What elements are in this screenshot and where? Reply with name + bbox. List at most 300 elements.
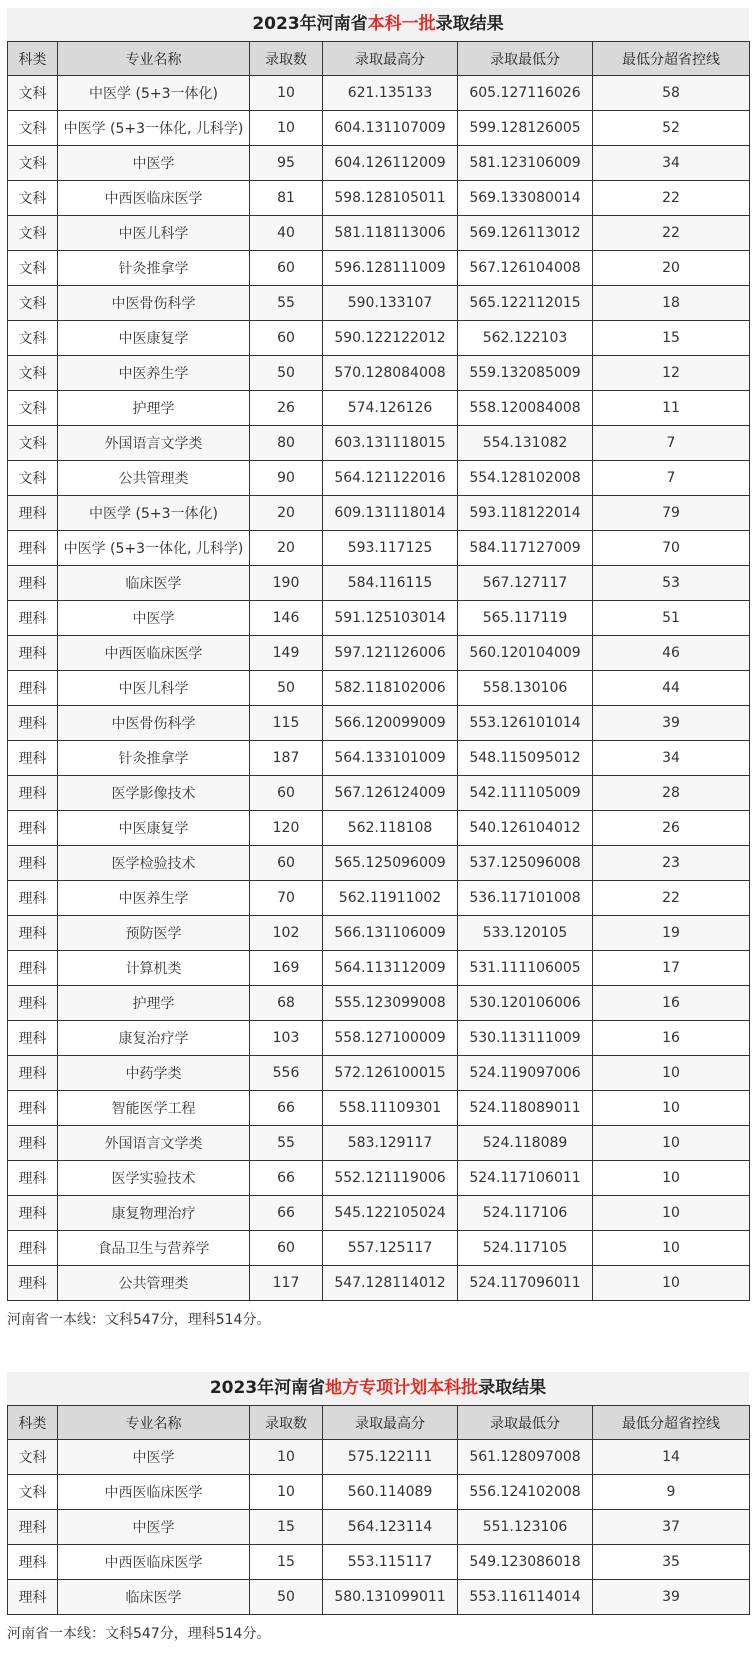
table-cell: 文科 — [8, 216, 58, 251]
table-cell: 50 — [250, 356, 323, 391]
table-cell: 理科 — [8, 496, 58, 531]
table-cell: 26 — [250, 391, 323, 426]
table-cell: 102 — [250, 916, 323, 951]
table-cell: 理科 — [8, 1545, 58, 1580]
table-cell: 572.126100015 — [323, 1056, 458, 1091]
table-cell: 554.128102008 — [458, 461, 593, 496]
table-row — [8, 986, 750, 1021]
table-cell: 524.118089 — [458, 1126, 593, 1161]
column-header: 录取最高分 — [323, 42, 458, 76]
table-cell: 14 — [593, 1440, 750, 1475]
table-cell: 20 — [593, 251, 750, 286]
table-cell: 39 — [593, 1580, 750, 1615]
column-header: 专业名称 — [58, 1406, 250, 1440]
table-row — [8, 251, 750, 286]
table-cell: 理科 — [8, 1266, 58, 1301]
table-cell: 531.111106005 — [458, 951, 593, 986]
table-cell: 7 — [593, 426, 750, 461]
table-cell: 60 — [250, 1231, 323, 1266]
table-cell: 50 — [250, 1580, 323, 1615]
table-row — [8, 531, 750, 566]
table-cell: 中医学 — [58, 1510, 250, 1545]
table-cell: 临床医学 — [58, 1580, 250, 1615]
table-cell: 554.131082 — [458, 426, 593, 461]
table-cell: 169 — [250, 951, 323, 986]
table-cell: 536.117101008 — [458, 881, 593, 916]
table-cell: 外国语言文学类 — [58, 426, 250, 461]
table-cell: 621.135133 — [323, 76, 458, 111]
table-cell: 中医儿科学 — [58, 671, 250, 706]
table-cell: 理科 — [8, 916, 58, 951]
table-cell: 中医养生学 — [58, 356, 250, 391]
table-row — [8, 216, 750, 251]
table-cell: 187 — [250, 741, 323, 776]
table-row — [8, 461, 750, 496]
table-cell: 34 — [593, 146, 750, 181]
table-cell: 10 — [250, 1475, 323, 1510]
table-cell: 60 — [250, 846, 323, 881]
header-row — [8, 1406, 750, 1440]
table-cell: 文科 — [8, 251, 58, 286]
table-cell: 574.126126 — [323, 391, 458, 426]
table-cell: 590.133107 — [323, 286, 458, 321]
table-cell: 文科 — [8, 356, 58, 391]
table-cell: 理科 — [8, 986, 58, 1021]
table-cell: 中医儿科学 — [58, 216, 250, 251]
table-row — [8, 146, 750, 181]
table-cell: 553.126101014 — [458, 706, 593, 741]
table-cell: 564.123114 — [323, 1510, 458, 1545]
table-cell: 66 — [250, 1091, 323, 1126]
table-cell: 558.11109301 — [323, 1091, 458, 1126]
table-cell: 566.120099009 — [323, 706, 458, 741]
table-cell: 17 — [593, 951, 750, 986]
table-cell: 理科 — [8, 811, 58, 846]
table-row — [8, 1091, 750, 1126]
table-cell: 558.120084008 — [458, 391, 593, 426]
table-cell: 11 — [593, 391, 750, 426]
table-cell: 66 — [250, 1196, 323, 1231]
table-cell: 581.118113006 — [323, 216, 458, 251]
table-row — [8, 1475, 750, 1510]
table-cell: 理科 — [8, 671, 58, 706]
table-cell: 542.111105009 — [458, 776, 593, 811]
table-row — [8, 321, 750, 356]
table-row — [8, 1056, 750, 1091]
table-cell: 理科 — [8, 881, 58, 916]
table-cell: 护理学 — [58, 391, 250, 426]
table-cell: 文科 — [8, 426, 58, 461]
table-cell: 524.117096011 — [458, 1266, 593, 1301]
table-row — [8, 1231, 750, 1266]
table-cell: 575.122111 — [323, 1440, 458, 1475]
table-cell: 10 — [593, 1161, 750, 1196]
table-cell: 547.128114012 — [323, 1266, 458, 1301]
table-cell: 524.117106011 — [458, 1161, 593, 1196]
table-cell: 60 — [250, 251, 323, 286]
table-row — [8, 1021, 750, 1056]
column-header: 最低分超省控线 — [593, 1406, 750, 1440]
table-cell: 中医骨伤科学 — [58, 286, 250, 321]
table-cell: 预防医学 — [58, 916, 250, 951]
column-header: 科类 — [8, 42, 58, 76]
table-cell: 566.131106009 — [323, 916, 458, 951]
table-row — [8, 566, 750, 601]
table-cell: 603.131118015 — [323, 426, 458, 461]
table-cell: 22 — [593, 216, 750, 251]
table-cell: 理科 — [8, 951, 58, 986]
table-cell: 593.118122014 — [458, 496, 593, 531]
table-row — [8, 846, 750, 881]
table-cell: 584.116115 — [323, 566, 458, 601]
table-cell: 针灸推拿学 — [58, 251, 250, 286]
table-cell: 医学实验技术 — [58, 1161, 250, 1196]
table-cell: 582.118102006 — [323, 671, 458, 706]
table-cell: 190 — [250, 566, 323, 601]
table-cell: 计算机类 — [58, 951, 250, 986]
table-cell: 583.129117 — [323, 1126, 458, 1161]
table-cell: 22 — [593, 181, 750, 216]
table-cell: 19 — [593, 916, 750, 951]
table-cell: 理科 — [8, 1056, 58, 1091]
table-cell: 理科 — [8, 741, 58, 776]
table-cell: 20 — [250, 531, 323, 566]
table-cell: 智能医学工程 — [58, 1091, 250, 1126]
table-row — [8, 391, 750, 426]
column-header: 录取最低分 — [458, 1406, 593, 1440]
table-cell: 556 — [250, 1056, 323, 1091]
table-cell: 临床医学 — [58, 566, 250, 601]
column-header: 录取最高分 — [323, 1406, 458, 1440]
table-cell: 524.117106 — [458, 1196, 593, 1231]
table-cell: 68 — [250, 986, 323, 1021]
table-cell: 558.130106 — [458, 671, 593, 706]
table-cell: 557.125117 — [323, 1231, 458, 1266]
table-row — [8, 1161, 750, 1196]
table-cell: 理科 — [8, 1126, 58, 1161]
table-cell: 护理学 — [58, 986, 250, 1021]
table-cell: 10 — [593, 1196, 750, 1231]
table-cell: 康复治疗学 — [58, 1021, 250, 1056]
table-cell: 10 — [250, 1440, 323, 1475]
table-cell: 70 — [593, 531, 750, 566]
table-cell: 562.11911002 — [323, 881, 458, 916]
column-header: 最低分超省控线 — [593, 42, 750, 76]
table-cell: 26 — [593, 811, 750, 846]
title-prefix: 2023年河南省 — [209, 1378, 326, 1398]
table-row — [8, 1545, 750, 1580]
table-cell: 540.126104012 — [458, 811, 593, 846]
table-cell: 16 — [593, 1021, 750, 1056]
table-cell: 15 — [250, 1545, 323, 1580]
cutoff-note: 河南省一本线：文科547分，理科514分。 — [7, 1626, 271, 1642]
title-suffix: 录取结果 — [435, 14, 504, 34]
table-row — [8, 111, 750, 146]
table-row — [8, 286, 750, 321]
column-header: 专业名称 — [58, 42, 250, 76]
table-cell: 7 — [593, 461, 750, 496]
table-cell: 10 — [593, 1126, 750, 1161]
table-cell: 中西医临床医学 — [58, 181, 250, 216]
table-cell: 10 — [250, 76, 323, 111]
table-cell: 中医骨伤科学 — [58, 706, 250, 741]
table-cell: 文科 — [8, 461, 58, 496]
column-header: 科类 — [8, 1406, 58, 1440]
table-cell: 理科 — [8, 1580, 58, 1615]
table-cell: 中医学 (5+3一体化, 儿科学) — [58, 531, 250, 566]
table-row — [8, 601, 750, 636]
table-cell: 理科 — [8, 566, 58, 601]
table-cell: 551.123106 — [458, 1510, 593, 1545]
header-row — [8, 42, 750, 76]
table-row — [8, 881, 750, 916]
title-highlight: 本科一批 — [367, 14, 436, 34]
table-cell: 565.125096009 — [323, 846, 458, 881]
table-cell: 16 — [593, 986, 750, 1021]
table-row — [8, 741, 750, 776]
table-cell: 10 — [593, 1056, 750, 1091]
table-cell: 537.125096008 — [458, 846, 593, 881]
column-header: 录取数 — [250, 42, 323, 76]
table-cell: 80 — [250, 426, 323, 461]
table-row — [8, 916, 750, 951]
table-cell: 37 — [593, 1510, 750, 1545]
table-cell: 中西医临床医学 — [58, 636, 250, 671]
table-cell: 120 — [250, 811, 323, 846]
table-cell: 中医学 (5+3一体化) — [58, 76, 250, 111]
table-cell: 115 — [250, 706, 323, 741]
table-cell: 20 — [250, 496, 323, 531]
table-row — [8, 496, 750, 531]
table-cell: 565.117119 — [458, 601, 593, 636]
table-cell: 565.122112015 — [458, 286, 593, 321]
table-cell: 79 — [593, 496, 750, 531]
table-cell: 604.131107009 — [323, 111, 458, 146]
table-cell: 567.127117 — [458, 566, 593, 601]
table-cell: 564.121122016 — [323, 461, 458, 496]
table-cell: 公共管理类 — [58, 1266, 250, 1301]
table-cell: 理科 — [8, 1161, 58, 1196]
table-cell: 590.122122012 — [323, 321, 458, 356]
table-cell: 文科 — [8, 1440, 58, 1475]
table-cell: 60 — [250, 321, 323, 356]
table-cell: 理科 — [8, 1196, 58, 1231]
table-cell: 593.117125 — [323, 531, 458, 566]
table-row — [8, 671, 750, 706]
table-cell: 60 — [250, 776, 323, 811]
table-cell: 10 — [593, 1266, 750, 1301]
section-undergrad-first-batch — [7, 8, 749, 1333]
table-cell: 理科 — [8, 1510, 58, 1545]
table-cell: 文科 — [8, 391, 58, 426]
table-cell: 10 — [593, 1231, 750, 1266]
table-row — [8, 1196, 750, 1231]
table-cell: 28 — [593, 776, 750, 811]
table-cell: 55 — [250, 286, 323, 321]
table-cell: 中医养生学 — [58, 881, 250, 916]
table-cell: 中医康复学 — [58, 811, 250, 846]
table-cell: 食品卫生与营养学 — [58, 1231, 250, 1266]
cutoff-note: 河南省一本线：文科547分，理科514分。 — [7, 1312, 271, 1328]
table-cell: 44 — [593, 671, 750, 706]
table-cell: 公共管理类 — [58, 461, 250, 496]
table-cell: 556.124102008 — [458, 1475, 593, 1510]
column-header: 录取数 — [250, 1406, 323, 1440]
table-cell: 596.128111009 — [323, 251, 458, 286]
table-cell: 555.123099008 — [323, 986, 458, 1021]
table-row — [8, 356, 750, 391]
table-cell: 548.115095012 — [458, 741, 593, 776]
table-row — [8, 636, 750, 671]
table-cell: 医学检验技术 — [58, 846, 250, 881]
table-cell: 530.113111009 — [458, 1021, 593, 1056]
table-cell: 23 — [593, 846, 750, 881]
table-cell: 552.121119006 — [323, 1161, 458, 1196]
table-cell: 66 — [250, 1161, 323, 1196]
table-row — [8, 1266, 750, 1301]
table-cell: 文科 — [8, 1475, 58, 1510]
table-cell: 22 — [593, 881, 750, 916]
table-row — [8, 1126, 750, 1161]
table-cell: 95 — [250, 146, 323, 181]
table-cell: 文科 — [8, 321, 58, 356]
table-cell: 文科 — [8, 146, 58, 181]
table-cell: 文科 — [8, 286, 58, 321]
table-cell: 18 — [593, 286, 750, 321]
table-cell: 553.115117 — [323, 1545, 458, 1580]
table-cell: 605.127116026 — [458, 76, 593, 111]
table-cell: 外国语言文学类 — [58, 1126, 250, 1161]
table-cell: 599.128126005 — [458, 111, 593, 146]
table-row — [8, 76, 750, 111]
table-cell: 553.116114014 — [458, 1580, 593, 1615]
table-cell: 570.128084008 — [323, 356, 458, 391]
table-cell: 524.118089011 — [458, 1091, 593, 1126]
table-cell: 中医学 — [58, 146, 250, 181]
table-cell: 理科 — [8, 776, 58, 811]
table-cell: 558.127100009 — [323, 1021, 458, 1056]
table-cell: 50 — [250, 671, 323, 706]
table-cell: 理科 — [8, 846, 58, 881]
table-cell: 591.125103014 — [323, 601, 458, 636]
table-row — [8, 1510, 750, 1545]
table-cell: 569.133080014 — [458, 181, 593, 216]
table-cell: 40 — [250, 216, 323, 251]
table-cell: 90 — [250, 461, 323, 496]
table-cell: 39 — [593, 706, 750, 741]
table-cell: 149 — [250, 636, 323, 671]
table-cell: 10 — [250, 111, 323, 146]
table-cell: 530.120106006 — [458, 986, 593, 1021]
table-cell: 中西医临床医学 — [58, 1475, 250, 1510]
table-cell: 9 — [593, 1475, 750, 1510]
table-cell: 567.126124009 — [323, 776, 458, 811]
table-cell: 117 — [250, 1266, 323, 1301]
column-header: 录取最低分 — [458, 42, 593, 76]
table-cell: 562.118108 — [323, 811, 458, 846]
table-cell: 46 — [593, 636, 750, 671]
table-cell: 35 — [593, 1545, 750, 1580]
table-cell: 70 — [250, 881, 323, 916]
table-row — [8, 1440, 750, 1475]
table-row — [8, 181, 750, 216]
table-cell: 中医学 (5+3一体化) — [58, 496, 250, 531]
table-cell: 中医康复学 — [58, 321, 250, 356]
table-cell: 560.114089 — [323, 1475, 458, 1510]
table-cell: 569.126113012 — [458, 216, 593, 251]
table-cell: 文科 — [8, 76, 58, 111]
table-cell: 559.132085009 — [458, 356, 593, 391]
table-cell: 564.113112009 — [323, 951, 458, 986]
table-row — [8, 426, 750, 461]
table-cell: 中医学 — [58, 601, 250, 636]
table-cell: 597.121126006 — [323, 636, 458, 671]
table-cell: 理科 — [8, 531, 58, 566]
table-row — [8, 706, 750, 741]
table-cell: 15 — [250, 1510, 323, 1545]
title-suffix: 录取结果 — [478, 1378, 547, 1398]
table-cell: 533.120105 — [458, 916, 593, 951]
title-highlight: 地方专项计划本科批 — [325, 1378, 479, 1398]
table-cell: 584.117127009 — [458, 531, 593, 566]
table-title — [7, 8, 749, 41]
table-cell: 医学影像技术 — [58, 776, 250, 811]
table-cell: 中医学 — [58, 1440, 250, 1475]
table-cell: 564.133101009 — [323, 741, 458, 776]
table-cell: 12 — [593, 356, 750, 391]
table-cell: 34 — [593, 741, 750, 776]
section-local-special-plan — [7, 1372, 749, 1647]
table-cell: 81 — [250, 181, 323, 216]
table-cell: 理科 — [8, 1091, 58, 1126]
table-cell: 549.123086018 — [458, 1545, 593, 1580]
table-cell: 理科 — [8, 1231, 58, 1266]
table-cell: 567.126104008 — [458, 251, 593, 286]
table-cell: 53 — [593, 566, 750, 601]
table-cell: 598.128105011 — [323, 181, 458, 216]
table-row — [8, 776, 750, 811]
table-cell: 609.131118014 — [323, 496, 458, 531]
table-cell: 中药学类 — [58, 1056, 250, 1091]
table-cell: 581.123106009 — [458, 146, 593, 181]
table-cell: 524.119097006 — [458, 1056, 593, 1091]
table-row — [8, 1580, 750, 1615]
table-cell: 55 — [250, 1126, 323, 1161]
table-cell: 580.131099011 — [323, 1580, 458, 1615]
title-prefix: 2023年河南省 — [252, 14, 368, 34]
table-cell: 545.122105024 — [323, 1196, 458, 1231]
table-cell: 理科 — [8, 1021, 58, 1056]
table-cell: 文科 — [8, 181, 58, 216]
table-cell: 中西医临床医学 — [58, 1545, 250, 1580]
table-cell: 康复物理治疗 — [58, 1196, 250, 1231]
table-row — [8, 811, 750, 846]
results-table — [7, 41, 750, 1301]
table-cell: 52 — [593, 111, 750, 146]
table-cell: 604.126112009 — [323, 146, 458, 181]
table-cell: 文科 — [8, 111, 58, 146]
table-row — [8, 951, 750, 986]
table-cell: 针灸推拿学 — [58, 741, 250, 776]
table-cell: 理科 — [8, 601, 58, 636]
table-cell: 理科 — [8, 636, 58, 671]
results-table — [7, 1405, 750, 1615]
table-cell: 15 — [593, 321, 750, 356]
table-cell: 562.122103 — [458, 321, 593, 356]
table-cell: 51 — [593, 601, 750, 636]
table-cell: 146 — [250, 601, 323, 636]
table-cell: 561.128097008 — [458, 1440, 593, 1475]
